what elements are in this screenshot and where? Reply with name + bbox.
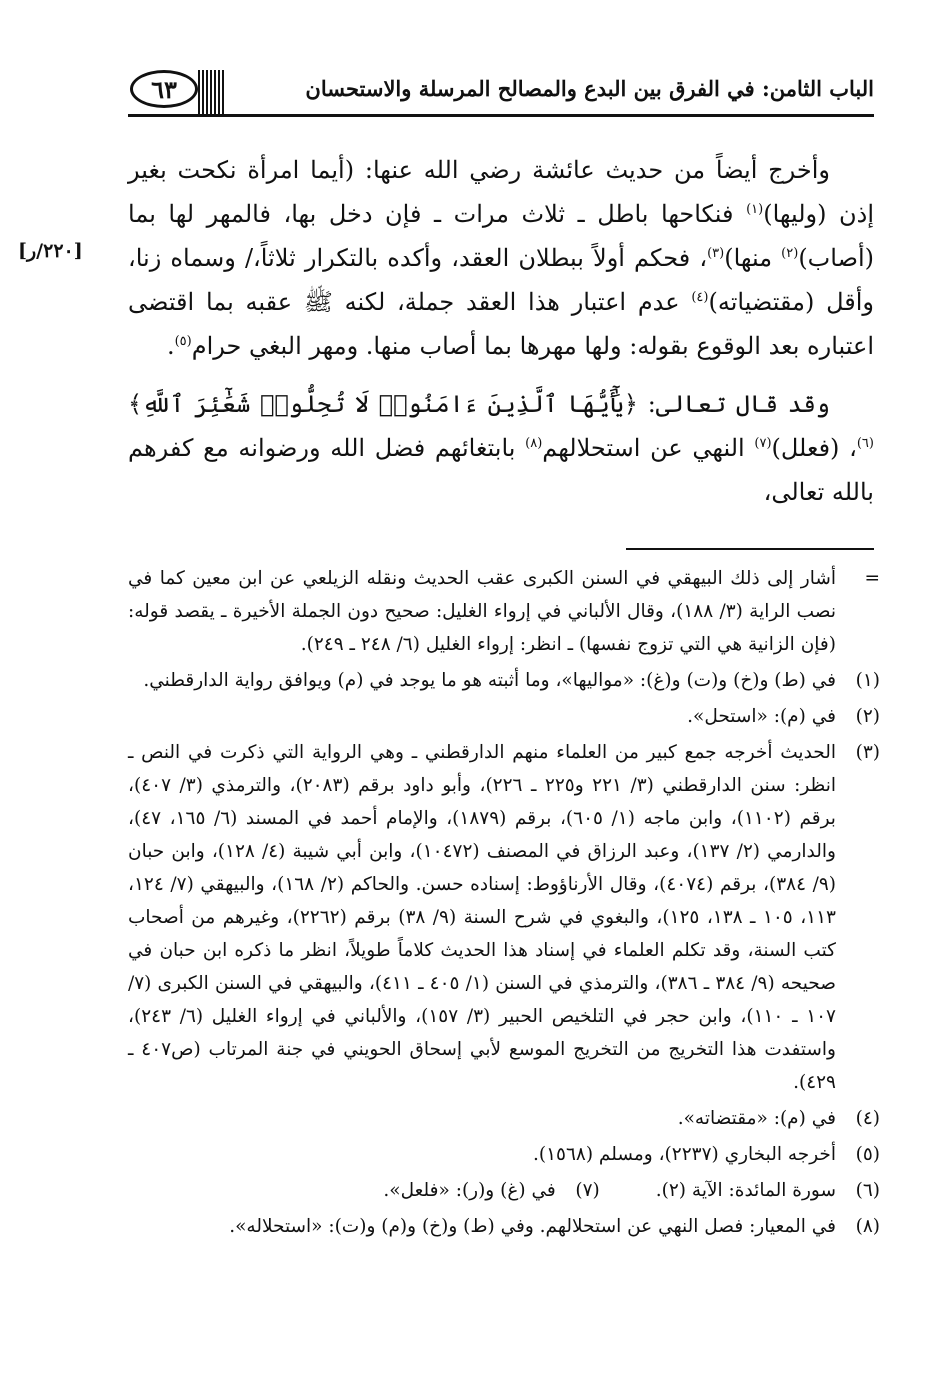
footnote-1 bbox=[128, 664, 880, 697]
footnote-text: أخرجه البخاري (٢٢٣٧)، ومسلم (١٥٦٨). bbox=[532, 1144, 836, 1165]
text-run: ، فحكم أولاً ببطلان العقد، وأكده بالتكرار ثلاثاً،/ وسماه زنا، وأقل (مقتضياته) bbox=[128, 244, 874, 316]
footnote-8 bbox=[128, 1210, 880, 1243]
footnote-separator bbox=[626, 548, 874, 550]
paragraph-1 bbox=[128, 148, 874, 368]
main-text bbox=[128, 148, 874, 514]
footnote-ref-8[interactable]: (٨) bbox=[525, 436, 543, 451]
footnote-ref-6[interactable]: (٦) bbox=[856, 436, 874, 451]
footnote-number: = bbox=[864, 568, 880, 589]
footnote-6 bbox=[656, 1174, 880, 1207]
margin-reference: [٢٢٠/ر] bbox=[18, 240, 83, 262]
chapter-title: الباب الثامن: في الفرق بين البدع والمصالح المرسلة والاستحسان bbox=[305, 76, 874, 101]
footnote-number: (١) bbox=[855, 670, 880, 691]
footnote-3 bbox=[128, 736, 880, 1099]
text-run: فنكاحها باطل ـ ثلاث مرات ـ فإن دخل بها، فالمهر لها بما (أصاب) bbox=[128, 200, 874, 272]
header-rule bbox=[128, 114, 874, 117]
footnote-number: (٦) bbox=[855, 1180, 880, 1201]
footnote-text: سورة المائدة: الآية (٢). bbox=[655, 1180, 836, 1201]
footnote-pair-6-7 bbox=[128, 1174, 880, 1207]
page-number-ornament bbox=[128, 64, 228, 110]
footnote-number: (٨) bbox=[855, 1216, 880, 1237]
text-run: منها) bbox=[724, 244, 782, 272]
footnote-text: في المعيار: فصل النهي عن استحلالهم. وفي (ط) و(خ) و(م) و(ت): «استحلاله». bbox=[229, 1216, 836, 1237]
footnote-ref-5[interactable]: (٥) bbox=[174, 334, 192, 349]
footnote-text: في (م): «مقتضاته». bbox=[677, 1108, 836, 1129]
footnote-number: (٤) bbox=[855, 1108, 880, 1129]
text-run: عدم اعتبار هذا العقد جملة، لكنه ﷺ عقبه بما اقتضى اعتباره بعد الوقوع بقوله: ولها مهرها بما أصاب منها. ومهر البغي حرام bbox=[128, 288, 874, 360]
footnote-ref-1[interactable]: (١) bbox=[746, 202, 764, 217]
footnote-number: (٧) bbox=[575, 1180, 600, 1201]
running-header bbox=[128, 62, 874, 122]
page-number: ٦٣ bbox=[130, 70, 198, 108]
quran-quote: وقد قال تعالى: ﴿يَٰٓأَيُّهَا ٱلَّذِينَ ءَامَنُوا۟ لَا تُحِلُّوا۟ شَعَٰٓئِرَ ٱللَّهِ﴾ bbox=[128, 390, 830, 418]
text-run: النهي عن استحلالهم bbox=[542, 434, 755, 462]
footnote-ref-4[interactable]: (٤) bbox=[691, 290, 709, 305]
footnote-number: (٥) bbox=[855, 1144, 880, 1165]
footnote-2 bbox=[128, 700, 880, 733]
footnote-ref-3[interactable]: (٣) bbox=[707, 246, 725, 261]
text-run: . bbox=[166, 332, 175, 360]
footnote-continued bbox=[128, 562, 880, 661]
paragraph-2 bbox=[128, 382, 874, 514]
footnote-number: (٢) bbox=[855, 706, 880, 727]
footnote-text: في (ط) و(خ) و(ت) و(غ): «مواليها»، وما أثبته هو ما يوجد في (م) ويوافق رواية الدارقطني. bbox=[143, 670, 836, 691]
footnote-text: الحديث أخرجه جمع كبير من العلماء منهم الدارقطني ـ وهي الرواية التي ذكرت في النص ـ انظر: سنن الدارقطني (٣/ ٢٢١ و٢٢٥ ـ ٢٢٦)، وأبو داود برقم (٢٠٨٣)، والترمذي (٣/ ٤٠٧)، برقم (١١٠٢)، وابن ماجه (١/ ٦٠٥)، برقم (١٨٧٩)، والإمام أحمد في المسند (٦/ ١٦٥، ٤٧)، والدارمي (٢/ ١٣٧)، وعبد الرزاق في المصنف (١٠٤٧٢)، وابن أبي شيبة (٤/ ١٢٨)، وابن حبان (٩/ ٣٨٤)، برقم (٤٠٧٤)، وقال الأرناؤوط: إسناده حسن. والحاكم (٢/ ١٦٨)، والبيهقي (٧/ ١٢٤، ١١٣، ١٠٥ ـ ١٣٨، ١٢٥)، والبغوي في شرح السنة (٩/ ٣٨) برقم (٢٢٦٢)، وغيرهم من أصحاب كتب السنة، وقد تكلم العلماء في إسناد هذا الحديث كلاماً طويلاً، انظر ما ذكره ابن حبان في صحيحه (٩/ ٣٨٤ ـ ٣٨٦)، والترمذي في السنن (١/ ٤٠٥ ـ ٤١١)، والبيهقي في السنن الكبرى (٧/ ١٠٧ ـ ١١٠)، وابن حجر في التلخيص الحبير (٣/ ١٥٧)، والألباني في إرواء الغليل (٦/ ٢٤٣)، واستفدت هذا التخريج من التخريج الموسع لأبي إسحاق الحويني في جنة المرتاب (ص٤٠٧ ـ ٤٢٩). bbox=[128, 742, 836, 1093]
footnote-number: (٣) bbox=[855, 742, 880, 763]
footnote-7 bbox=[383, 1174, 599, 1207]
footnote-4 bbox=[128, 1102, 880, 1135]
decorative-bars-icon bbox=[198, 70, 226, 114]
footnote-ref-7[interactable]: (٧) bbox=[754, 436, 772, 451]
footnotes bbox=[128, 562, 880, 1246]
footnote-text: في (غ) و(ر): «فلعل». bbox=[383, 1180, 556, 1201]
footnote-ref-2[interactable]: (٢) bbox=[781, 246, 799, 261]
text-run: ، (فعلل) bbox=[771, 434, 857, 462]
footnote-text: أشار إلى ذلك البيهقي في السنن الكبرى عقب الحديث ونقله الزيلعي عن ابن معين كما في نصب الراية (٣/ ١٨٨)، وقال الألباني في إرواء الغليل: صحيح دون الجملة الأخيرة ـ يقصد قوله: (فإن الزانية هي التي تزوج نفسها) ـ انظر: إرواء الغليل (٦/ ٢٤٨ ـ ٢٤٩). bbox=[128, 568, 836, 655]
footnote-5 bbox=[128, 1138, 880, 1171]
text-run: بابتغائهم فضل الله ورضوانه مع كفرهم بالله تعالى، bbox=[128, 434, 874, 506]
footnote-text: في (م): «استحل». bbox=[687, 706, 836, 727]
text-run: وأخرج أيضاً من حديث عائشة رضي الله عنها: (أيما امرأة نكحت بغير إذن (وليها) bbox=[128, 156, 874, 228]
